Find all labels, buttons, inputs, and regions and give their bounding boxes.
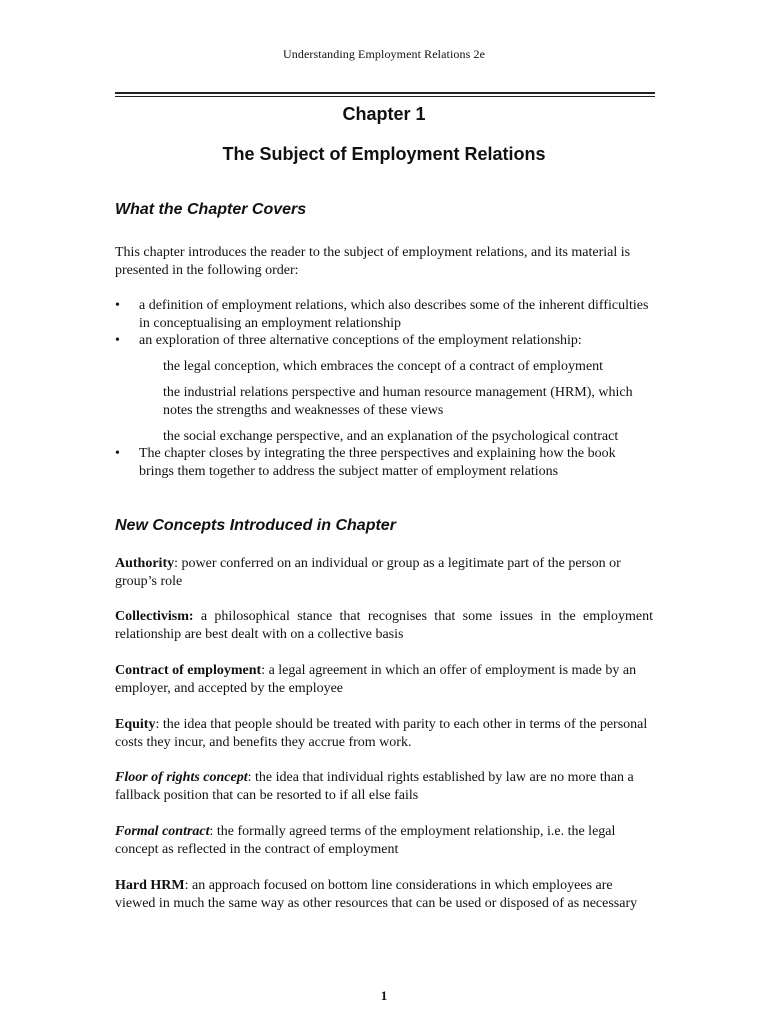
covers-intro-paragraph: This chapter introduces the reader to the subject of employment relations, and its material is presented in the following order: — [115, 245, 631, 278]
bullet-text: The chapter closes by integrating the three perspectives and explaining how the book brings them together to address the subject matter of employment relations — [139, 446, 616, 479]
sub-list-item: the legal conception, which embraces the concept of a contract of employment — [163, 359, 604, 374]
concept-entry — [115, 877, 653, 913]
sub-list-item: the industrial relations perspective and human resource management (HRM), which notes the strengths and weaknesses of these views — [163, 385, 633, 418]
concept-definition: : the formally agreed terms of the employment relationship, i.e. the legal concept as reflected in the contract of employment — [115, 824, 616, 857]
running-header: Understanding Employment Relations 2e — [283, 47, 485, 61]
concept-term: Contract of employment — [115, 663, 262, 678]
concept-term: Floor of rights concept — [115, 770, 248, 785]
concept-definition: : the idea that people should be treated with parity to each other in terms of the personal costs they incur, and benefits they accrue from work. — [115, 717, 648, 750]
bullet-text: a definition of employment relations, which also describes some of the inherent difficulties in conceptualising an employment relationship — [139, 298, 649, 331]
chapter-title: The Subject of Employment Relations — [222, 144, 546, 164]
concept-entry — [115, 716, 653, 752]
chapter-number: Chapter 1 — [342, 104, 426, 124]
concept-term: Hard HRM — [115, 878, 185, 893]
concept-definition: : an approach focused on bottom line considerations in which employees are viewed in much the same way as other resources that can be used or disposed of as necessary — [115, 878, 638, 911]
page-number: 1 — [380, 988, 388, 1003]
concept-entry — [115, 823, 653, 859]
concept-term: Equity — [115, 717, 156, 732]
header-rule — [115, 92, 655, 97]
concept-definition: : the idea that individual rights established by law are no more than a fallback position that can be resorted to if all else fails — [115, 770, 634, 803]
sub-list-item: the social exchange perspective, and an explanation of the psychological contract — [163, 429, 619, 444]
bullet-symbol: • — [115, 298, 120, 313]
concept-entry — [115, 662, 653, 698]
concept-term: Formal contract — [115, 824, 210, 839]
concept-term: Authority — [115, 556, 175, 571]
bullet-text: an exploration of three alternative conceptions of the employment relationship: — [139, 333, 582, 348]
bullet-symbol: • — [115, 333, 120, 348]
concept-definition: : power conferred on an individual or group as a legitimate part of the person or group’s role — [115, 556, 621, 589]
concept-definition: : a legal agreement in which an offer of employment is made by an employer, and accepted by the employee — [115, 663, 637, 696]
concept-entry — [115, 555, 653, 591]
concept-entry — [115, 769, 653, 805]
section-heading-covers: What the Chapter Covers — [115, 201, 307, 218]
concept-entry — [115, 608, 653, 644]
section-heading-concepts: New Concepts Introduced in Chapter — [115, 517, 396, 534]
concept-definition: a philosophical stance that recognises that some issues in the employment relationship are best dealt with on a collective basis — [115, 609, 653, 642]
concept-term: Collectivism: — [115, 609, 194, 624]
bullet-symbol: • — [115, 446, 120, 461]
